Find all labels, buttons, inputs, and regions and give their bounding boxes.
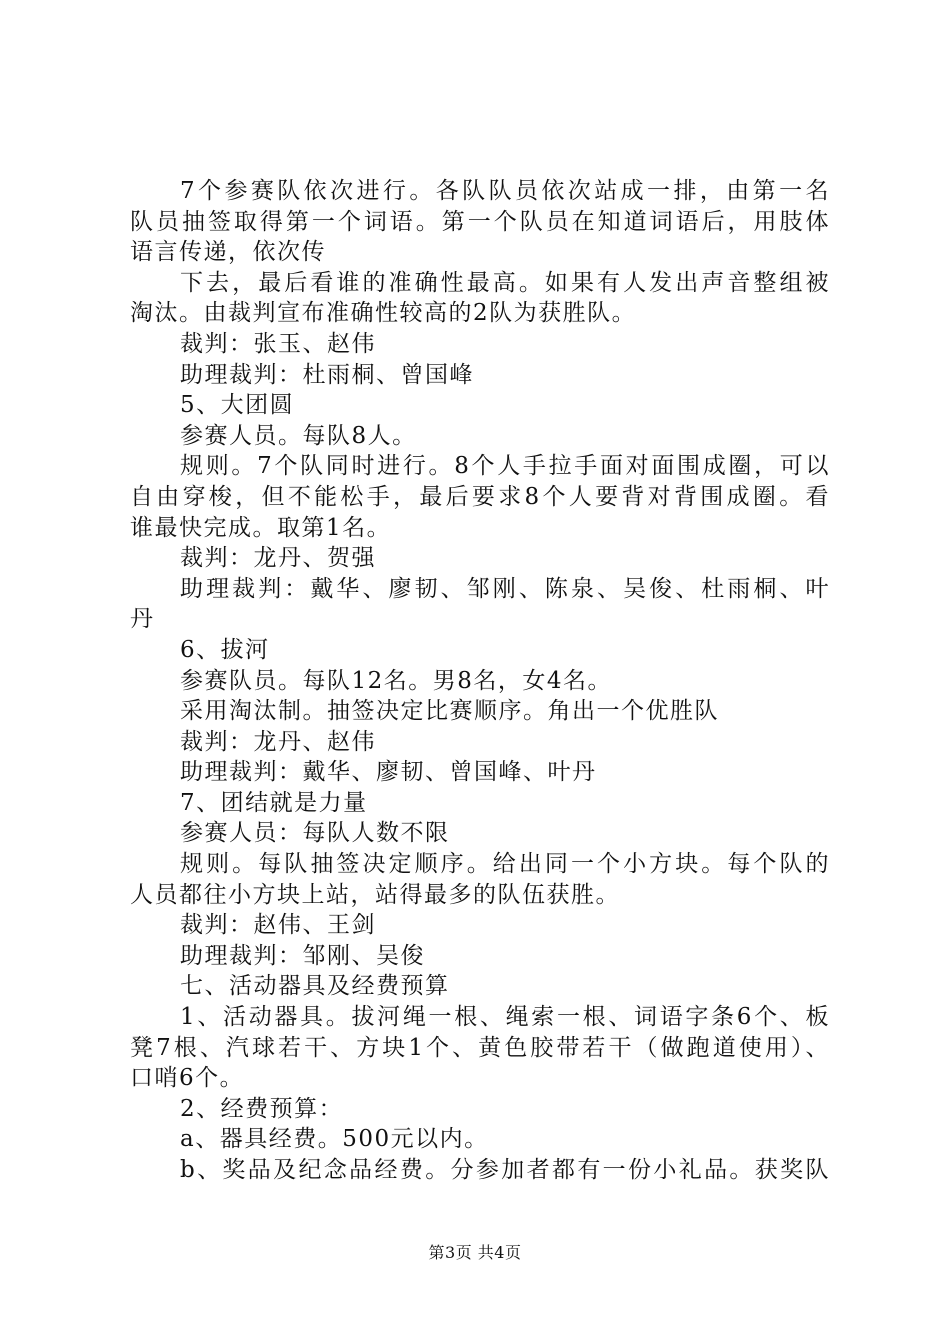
text-line: 参赛队员。每队12名。男8名，女4名。 xyxy=(180,667,613,694)
text-line: 5、大团圆 xyxy=(180,392,295,419)
text-line: 参赛人员：每队人数不限 xyxy=(180,820,450,847)
text-line: 裁判：张玉、赵伟 xyxy=(180,330,376,357)
text-line: 裁判：龙丹、赵伟 xyxy=(180,728,376,755)
text-line: 七、活动器具及经费预算 xyxy=(180,973,450,1000)
text-line: 队员抽签取得第一个词语。第一个队员在知道词语后，用肢体 xyxy=(130,208,830,235)
text-line: 谁最快完成。取第1名。 xyxy=(130,514,392,541)
text-line: 淘汰。由裁判宣布准确性较高的2队为获胜队。 xyxy=(130,300,637,327)
text-line: 7、团结就是力量 xyxy=(180,789,368,816)
text-line: 助理裁判：戴华、廖韧、邹刚、陈泉、吴俊、杜雨桐、叶 xyxy=(180,575,830,602)
text-line: 7个参赛队依次进行。各队队员依次站成一排，由第一名 xyxy=(180,178,830,204)
text-line: 规则。每队抽签决定顺序。给出同一个小方块。每个队的 xyxy=(180,851,830,878)
text-line: a、器具经费。500元以内。 xyxy=(180,1126,489,1153)
text-line: 采用淘汰制。抽签决定比赛顺序。角出一个优胜队 xyxy=(180,698,719,725)
text-line: 人员都往小方块上站，站得最多的队伍获胜。 xyxy=(130,881,620,908)
text-line: 助理裁判：邹刚、吴俊 xyxy=(180,942,425,969)
text-line: 1、活动器具。拔河绳一根、绳索一根、词语字条6个、板 xyxy=(180,1004,830,1031)
text-line: 裁判：赵伟、王剑 xyxy=(180,912,376,939)
page-footer: 第3页 共4页 xyxy=(428,1243,522,1262)
text-line: 6、拔河 xyxy=(180,636,270,663)
text-line: 凳7根、汽球若干、方块1个、黄色胶带若干（做跑道使用）、 xyxy=(130,1034,830,1061)
text-line: 下去，最后看谁的准确性最高。如果有人发出声音整组被 xyxy=(180,269,830,296)
text-line: 语言传递，依次传 xyxy=(130,239,326,266)
text-line: 自由穿梭，但不能松手，最后要求8个人要背对背围成圈。看 xyxy=(130,483,830,510)
text-line: 2、经费预算： xyxy=(180,1095,344,1122)
text-line: 裁判：龙丹、贺强 xyxy=(180,545,376,572)
text-line: 参赛人员。每队8人。 xyxy=(180,422,417,449)
text-line: 助理裁判：杜雨桐、曾国峰 xyxy=(180,361,474,388)
document-body xyxy=(130,176,830,1186)
text-line: 规则。7个队同时进行。8个人手拉手面对面围成圈，可以 xyxy=(180,453,830,480)
text-line: b、奖品及纪念品经费。分参加者都有一份小礼品。获奖队 xyxy=(180,1157,830,1183)
text-line: 丹 xyxy=(130,606,155,633)
text-line: 助理裁判：戴华、廖韧、曾国峰、叶丹 xyxy=(180,759,597,786)
text-line: 口哨6个。 xyxy=(130,1065,245,1092)
